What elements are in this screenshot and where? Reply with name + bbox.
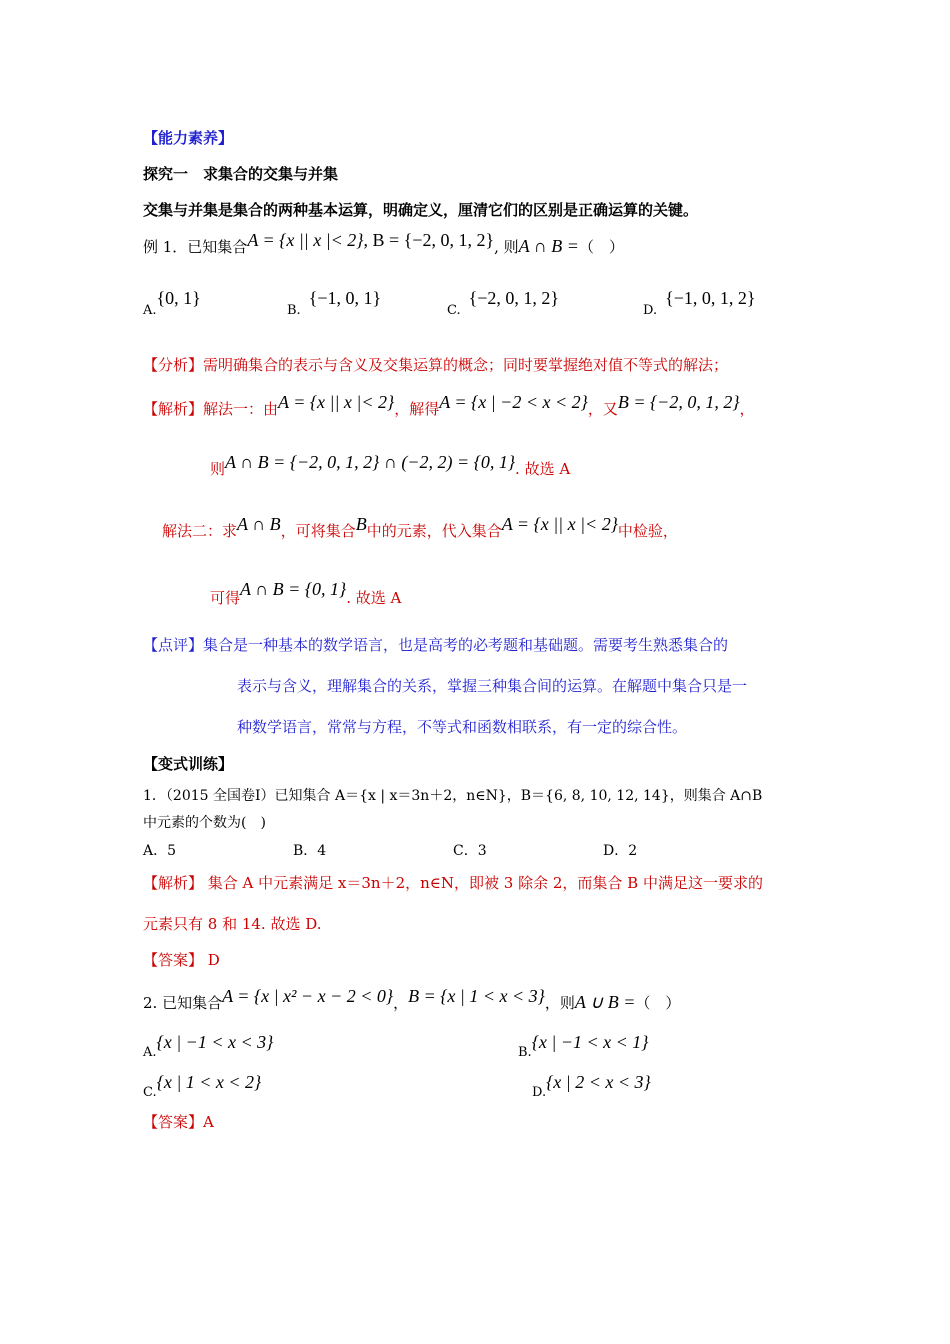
q2-answer-value: A <box>203 1113 214 1131</box>
section-heading: 【能力素养】 <box>143 129 234 147</box>
q1-option-d: D．2 <box>603 843 638 859</box>
solution-text: 中检验， <box>617 522 678 540</box>
example1-prefix: 例 1．已知集合 <box>143 238 248 256</box>
math-setA: A = {x || x |< 2} <box>501 514 618 534</box>
analysis-text: 需明确集合的表示与含义及交集运算的概念；同时要掌握绝对值不等式的解法； <box>203 356 729 374</box>
q2-option-a <box>143 1032 274 1063</box>
example1-option-a <box>143 288 201 321</box>
example1-stem <box>143 230 624 257</box>
option-value: {−2, 0, 1, 2} <box>468 288 560 308</box>
solution-text: . 故选 A <box>515 460 571 478</box>
option-value: {x | 2 < x < 3} <box>546 1072 651 1092</box>
solution-text: ， <box>739 400 755 418</box>
solution-line-2 <box>210 452 571 479</box>
solution-text: ，又 <box>587 400 618 418</box>
solution-text: ，可将集合 <box>280 522 356 540</box>
analysis-tag: 【分析】 <box>143 356 204 374</box>
solution-text: 可得 <box>210 589 241 607</box>
math-setA: A = {x || x |< 2} <box>278 392 395 412</box>
comment-tag: 【点评】 <box>143 636 204 654</box>
option-value: {−1, 0, 1} <box>308 288 382 308</box>
q2-bracket: （ ） <box>635 994 681 1012</box>
option-letter: C. <box>447 303 461 318</box>
option-letter: D. <box>532 1085 547 1100</box>
option-letter: A. <box>143 1045 157 1060</box>
q1-answer-tag: 【答案】 <box>143 951 204 969</box>
q2-option-c <box>143 1072 262 1103</box>
q2-setB: B = {x | 1 < x < 3} <box>408 986 545 1006</box>
option-letter: B. <box>287 303 301 318</box>
q2-option-d <box>532 1072 651 1103</box>
option-value: {x | −1 < x < 1} <box>531 1032 649 1052</box>
comment-line-1 <box>143 635 728 655</box>
q1-option-a: A．5 <box>143 843 177 859</box>
example1-option-c <box>447 288 560 321</box>
solution-tag: 【解析】 <box>143 400 204 418</box>
option-letter: D. <box>643 303 658 318</box>
option-letter: B. <box>518 1045 532 1060</box>
option-letter: C. <box>143 1085 157 1100</box>
q1-stem-line-1: 1．（2015 全国卷Ⅰ）已知集合 A＝{x | x＝3n＋2，n∈N}，B＝{6, 8, 10, 12, 14}，则集合 A∩B <box>143 788 763 804</box>
q2-answer <box>143 1112 214 1132</box>
math-solved: A = {x | −2 < x < 2} <box>439 392 588 412</box>
solution-text: . 故选 A <box>346 589 402 607</box>
comment-line-3: 种数学语言，常常与方程，不等式和函数相联系，有一定的综合性。 <box>237 718 688 736</box>
q1-answer <box>143 950 220 970</box>
q1-option-b: B．4 <box>293 843 327 859</box>
q1-analysis-text: 集合 A 中元素满足 x＝3n＋2，n∈N，即被 3 除余 2，而集合 B 中满足这一要求的 <box>203 874 763 892</box>
q1-option-c: C．3 <box>453 843 487 859</box>
option-value: {x | −1 < x < 3} <box>156 1032 274 1052</box>
solution-text: ，解得 <box>394 400 440 418</box>
example1-then: , 则 <box>494 238 519 256</box>
example1-option-d <box>643 288 756 321</box>
topic-intro: 交集与并集是集合的两种基本运算，明确定义，厘清它们的区别是正确运算的关键。 <box>143 201 699 219</box>
option-letter: A. <box>143 303 157 318</box>
solution-line-1 <box>143 392 755 419</box>
practice-heading: 【变式训练】 <box>143 755 234 773</box>
q1-analysis-line-1 <box>143 873 763 893</box>
q2-query: A ∪ B = <box>574 992 636 1012</box>
math-intersection: A ∩ B <box>237 514 281 534</box>
q2-answer-tag: 【答案】 <box>143 1113 204 1131</box>
math-result: A ∩ B = {0, 1} <box>240 579 347 599</box>
solution-text: 解法二：求 <box>162 522 238 540</box>
analysis-line <box>143 355 728 375</box>
q2-prefix: 2. 已知集合 <box>143 994 223 1012</box>
q2-setA: A = {x | x² − x − 2 < 0} <box>222 986 394 1006</box>
example1-bracket: （ ） <box>578 238 624 256</box>
example1-setB: , B = {−2, 0, 1, 2} <box>363 230 495 250</box>
example1-query: A ∩ B = <box>518 236 579 256</box>
topic-title: 探究一 求集合的交集与并集 <box>143 165 339 183</box>
q1-analysis-tag: 【解析】 <box>143 874 204 892</box>
solution-text: 中的元素，代入集合 <box>366 522 502 540</box>
example1-option-b <box>287 288 382 321</box>
q2-text: ，则 <box>544 994 575 1012</box>
q1-answer-value: D <box>203 951 220 969</box>
comment-line-2: 表示与含义，理解集合的关系，掌握三种集合间的运算。在解题中集合只是一 <box>237 677 748 695</box>
math-B: B <box>355 514 367 534</box>
option-value: {0, 1} <box>156 288 201 308</box>
option-value: {−1, 0, 1, 2} <box>665 288 756 308</box>
q1-stem-line-2: 中元素的个数为( ) <box>143 815 266 831</box>
solution-text: 解法一：由 <box>203 400 279 418</box>
example1-setA: A = {x || x |< 2} <box>247 230 364 250</box>
q2-stem <box>143 986 681 1013</box>
solution-line-4 <box>210 579 402 608</box>
option-value: {x | 1 < x < 2} <box>156 1072 262 1092</box>
math-intersection: A ∩ B = {−2, 0, 1, 2} ∩ (−2, 2) = {0, 1} <box>225 452 516 472</box>
comment-text: 集合是一种基本的数学语言，也是高考的必考题和基础题。需要考生熟悉集合的 <box>203 636 729 654</box>
q2-option-b <box>518 1032 649 1063</box>
solution-line-3 <box>162 514 678 541</box>
q1-analysis-line-2: 元素只有 8 和 14. 故选 D. <box>143 915 322 933</box>
solution-text: 则 <box>210 460 226 478</box>
q2-text: ， <box>393 994 409 1012</box>
math-setB: B = {−2, 0, 1, 2} <box>617 392 740 412</box>
